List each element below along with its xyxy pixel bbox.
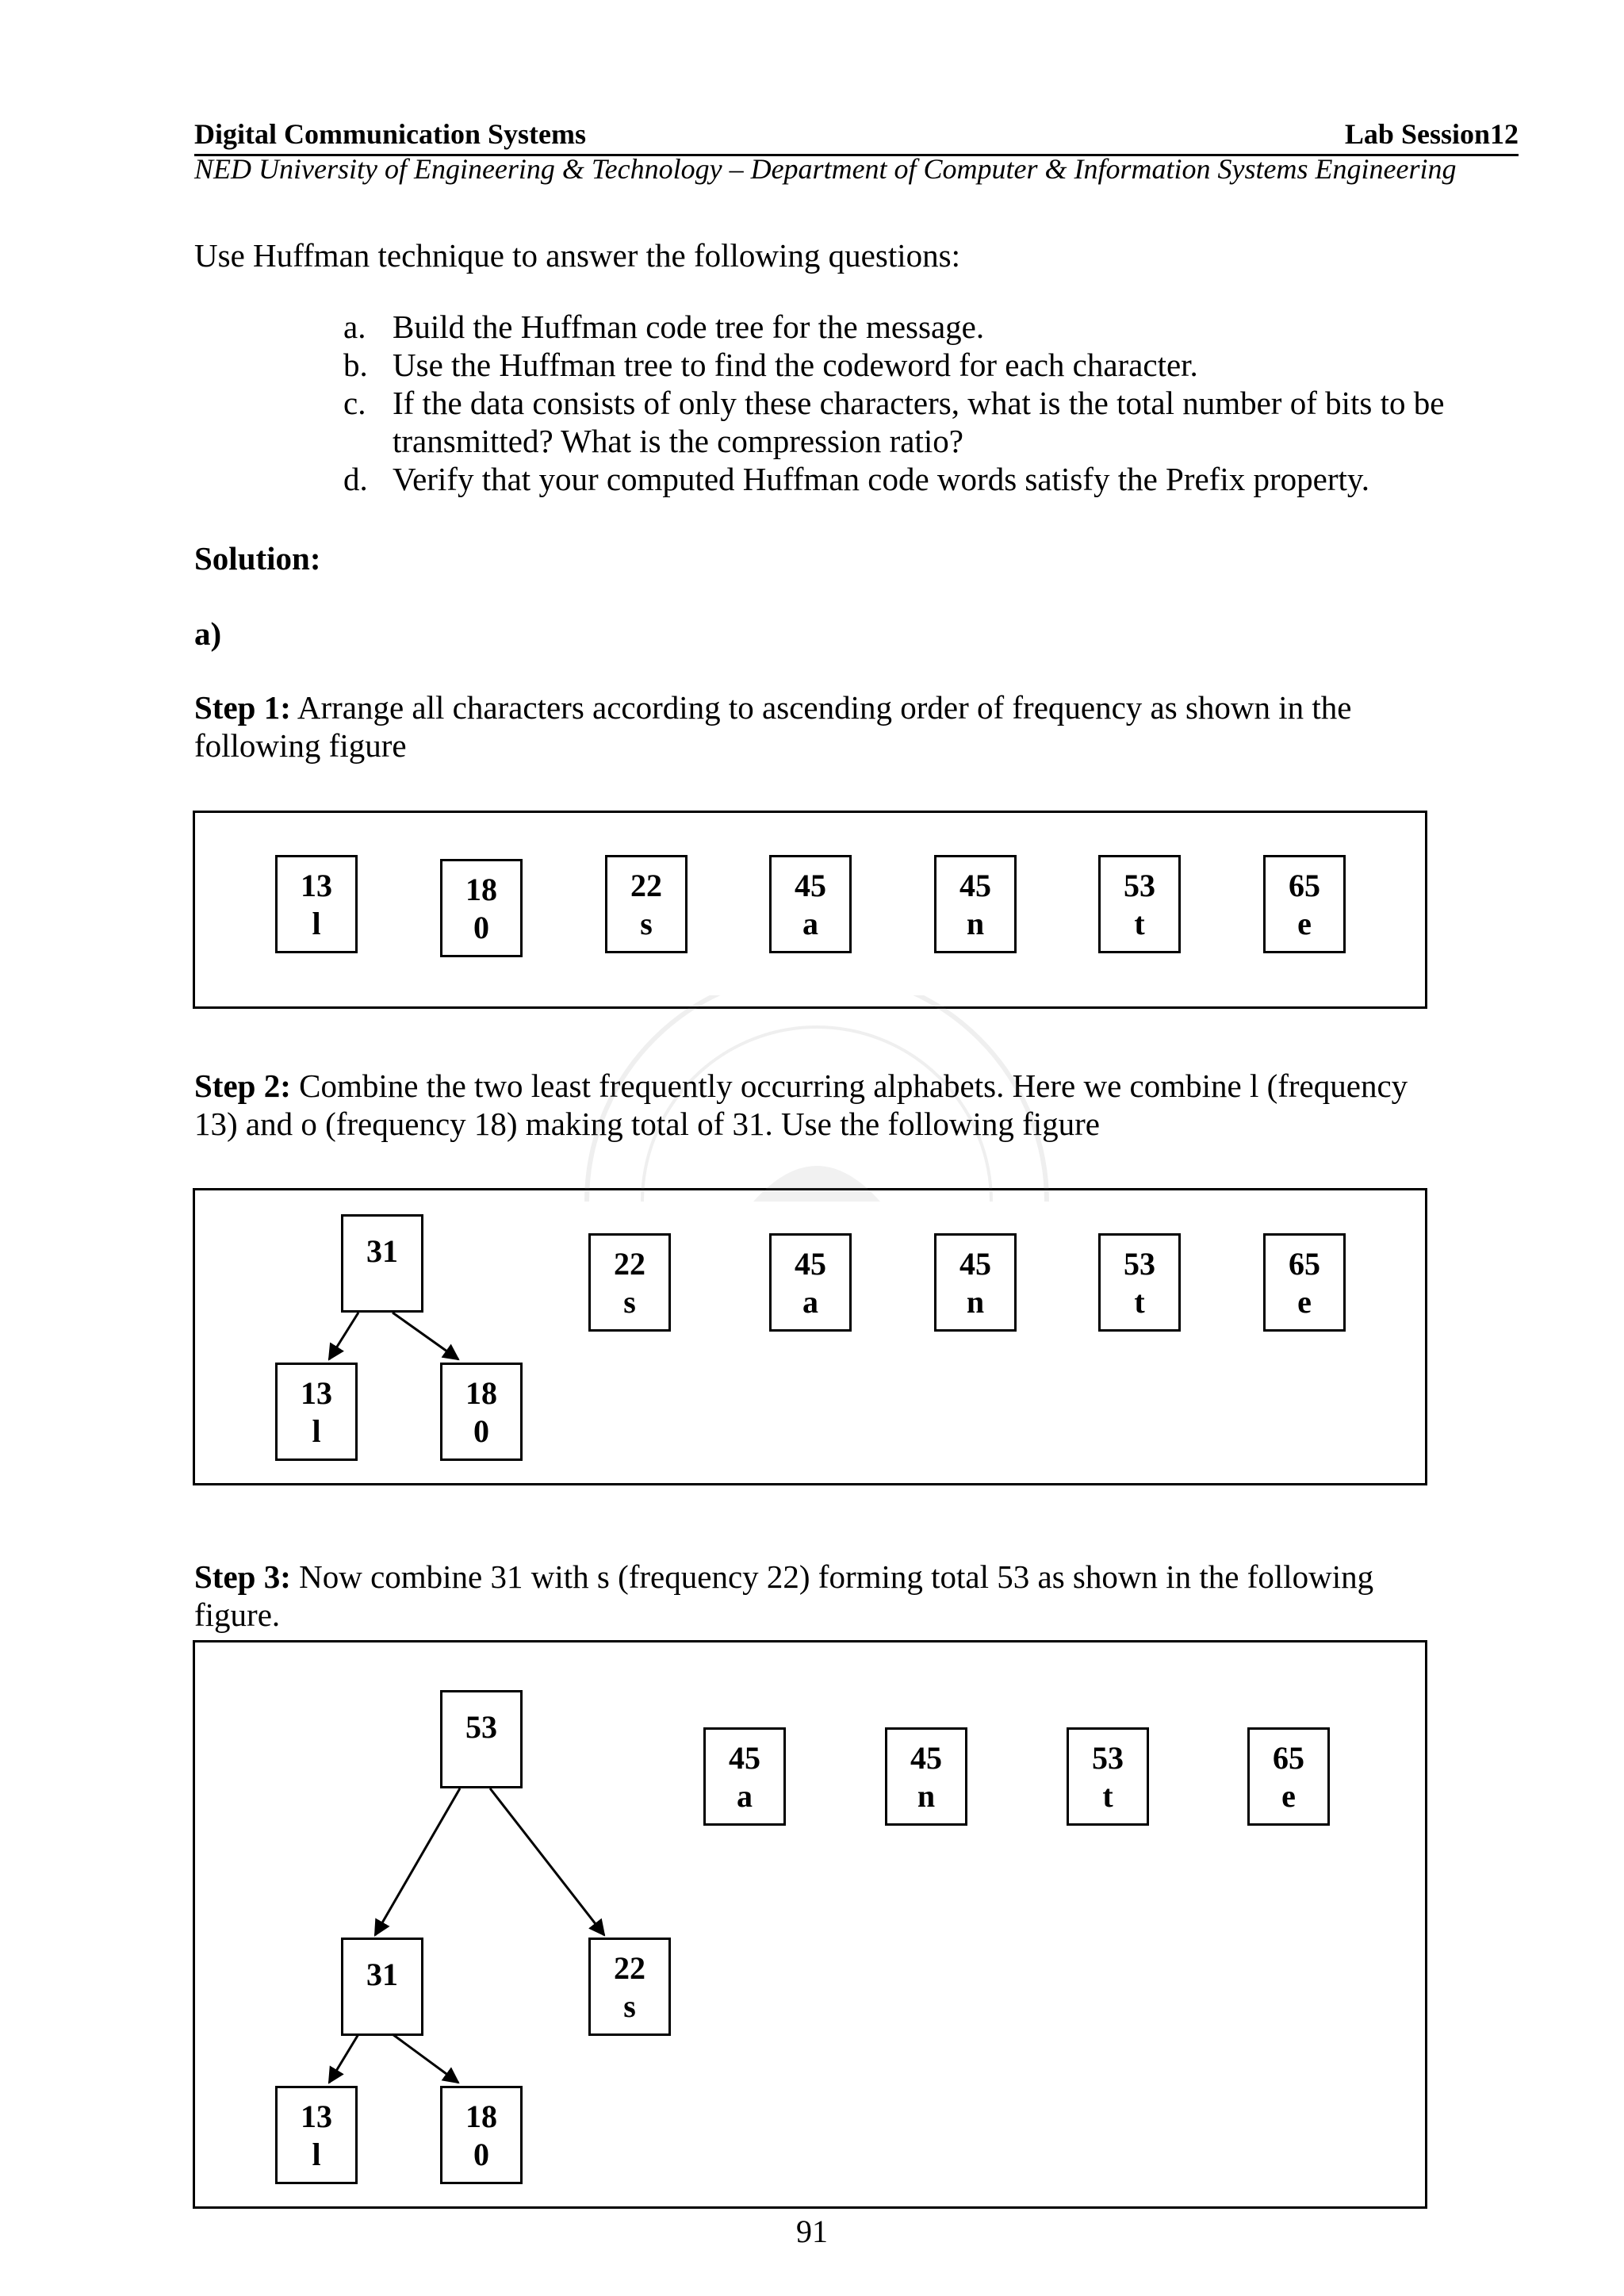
node-t: 53 t (1098, 855, 1181, 953)
question-text: Use the Huffman tree to find the codeword for each character. (393, 347, 1198, 383)
node-0: 18 0 (440, 2086, 523, 2184)
node-s: 22 s (605, 855, 688, 953)
page-number: 91 (796, 2214, 828, 2249)
node-n: 45 n (934, 1233, 1017, 1332)
step-1-body: Arrange all characters according to ascending order of frequency as shown in the following figure (194, 689, 1352, 764)
step-2-label: Step 2: (194, 1068, 291, 1104)
node-s: 22 s (588, 1233, 671, 1332)
intro-text: Use Huffman technique to answer the following questions: (194, 237, 960, 274)
node-l: 13 l (275, 1363, 358, 1461)
question-item (337, 460, 1447, 498)
node-n: 45 n (885, 1727, 967, 1826)
node-31: 31 (341, 1938, 423, 2036)
node-t: 53 t (1098, 1233, 1181, 1332)
question-marker: a. (343, 309, 366, 345)
question-item (337, 346, 1447, 384)
lab-session-label: Lab Session12 (1344, 118, 1519, 150)
step-3-text (194, 1558, 1435, 1634)
header-subtitle: NED University of Engineering & Technology – Department of Computer & Information Systems Engineering (194, 153, 1457, 185)
node-53-root: 53 (440, 1690, 523, 1788)
question-marker: b. (343, 347, 368, 383)
question-text: Verify that your computed Huffman code words satisfy the Prefix property. (393, 461, 1369, 497)
node-0: 18 0 (440, 1363, 523, 1461)
part-label: a) (194, 615, 222, 652)
node-e: 65 e (1247, 1727, 1330, 1826)
node-n: 45 n (934, 855, 1017, 953)
node-31: 31 (341, 1214, 423, 1313)
node-t: 53 t (1067, 1727, 1149, 1826)
question-item (337, 384, 1447, 460)
node-e: 65 e (1263, 855, 1346, 953)
node-a: 45 a (769, 855, 852, 953)
question-text: Build the Huffman code tree for the message. (393, 309, 985, 345)
question-text: If the data consists of only these characters, what is the total number of bits to be transmitted? What is the compression ratio? (393, 385, 1445, 459)
step-2-body: Combine the two least frequently occurring alphabets. Here we combine l (frequency 13) and o (frequency 18) making total of 31. Use the following figure (194, 1068, 1408, 1142)
question-marker: d. (343, 461, 368, 497)
node-a: 45 a (769, 1233, 852, 1332)
node-a: 45 a (703, 1727, 786, 1826)
question-list (337, 308, 1447, 498)
figure-step-3 (193, 1640, 1427, 2209)
course-title: Digital Communication Systems (194, 118, 586, 150)
university-seal-watermark (555, 995, 1078, 1202)
step-3-body: Now combine 31 with s (frequency 22) forming total 53 as shown in the following figure. (194, 1558, 1374, 1633)
node-s: 22 s (588, 1938, 671, 2036)
question-marker: c. (343, 385, 366, 421)
node-l: 13 l (275, 855, 358, 953)
node-e: 65 e (1263, 1233, 1346, 1332)
step-3-label: Step 3: (194, 1558, 291, 1595)
solution-label: Solution: (194, 540, 321, 577)
node-l: 13 l (275, 2086, 358, 2184)
step-1-text (194, 688, 1435, 765)
question-item (337, 308, 1447, 346)
step-1-label: Step 1: (194, 689, 291, 726)
node-0: 18 0 (440, 859, 523, 957)
